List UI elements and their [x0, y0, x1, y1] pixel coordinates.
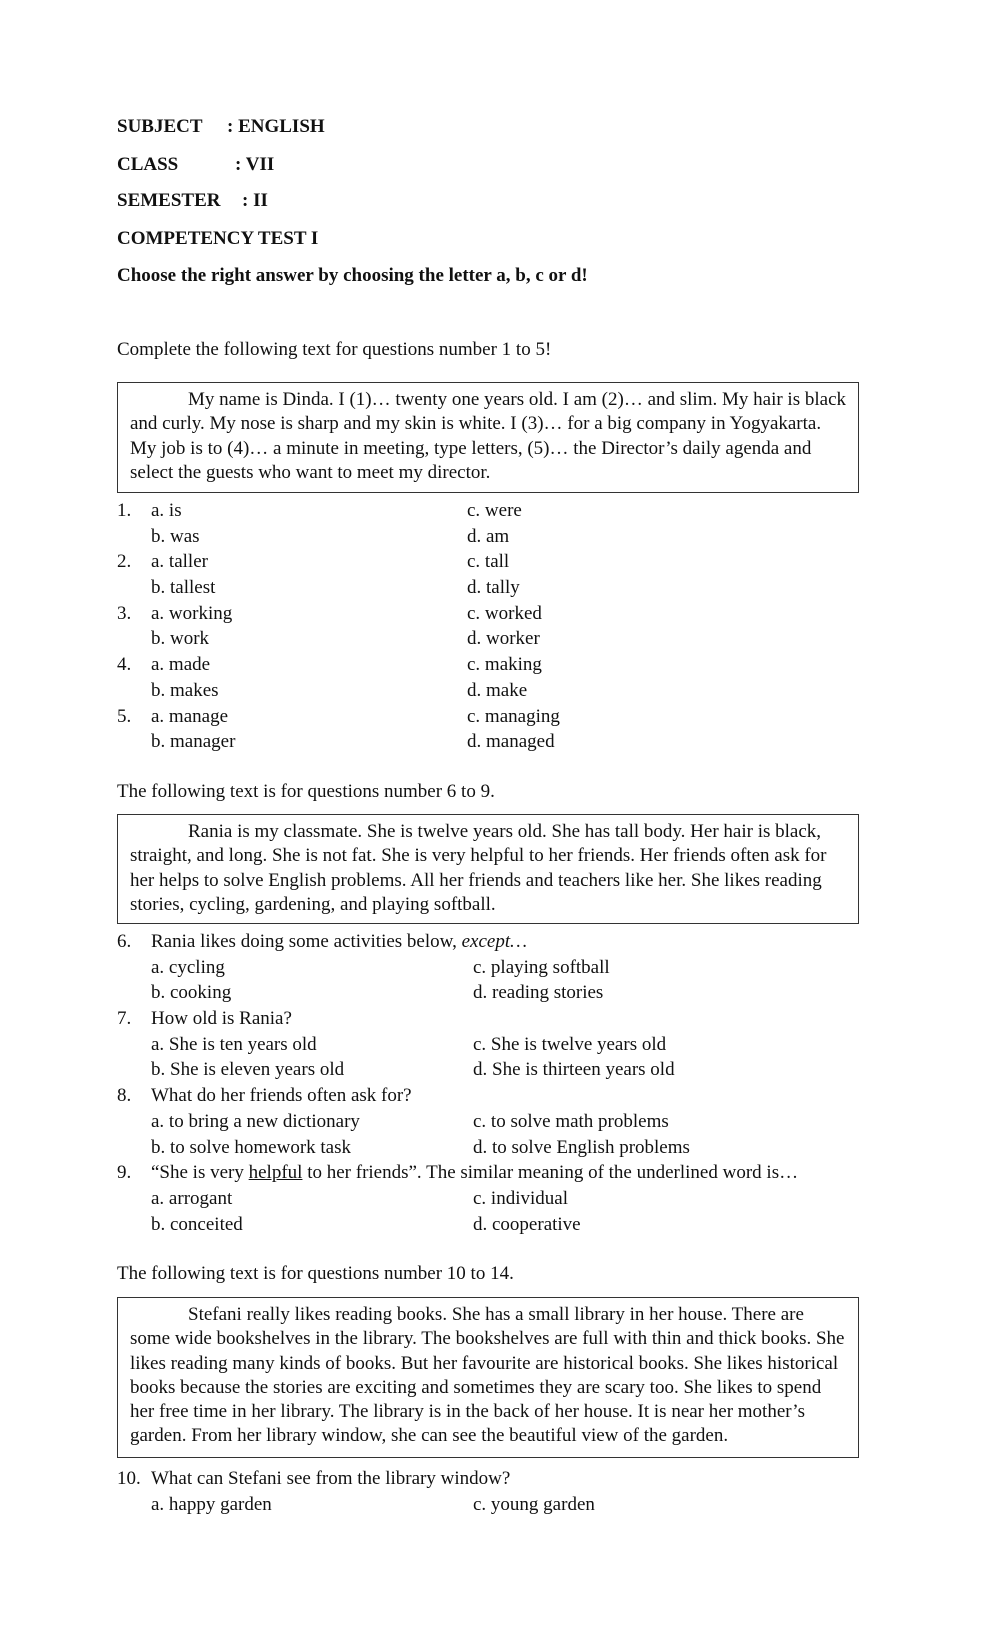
question-stem-row: [117, 1006, 877, 1032]
option-d: d. tally: [467, 577, 520, 599]
option-c: c. worked: [467, 602, 542, 624]
question-stem-row: [117, 1083, 877, 1109]
reading-passage: [117, 1297, 859, 1458]
option-c: c. to solve math problems: [473, 1110, 669, 1132]
question-item: [117, 929, 877, 1006]
question-item: [117, 1466, 877, 1517]
underlined-word: helpful: [248, 1162, 303, 1184]
question-number: 10.: [117, 1468, 141, 1489]
stem-text: What can Stefani see from the library window?: [151, 1468, 511, 1489]
option-row: [117, 1109, 877, 1135]
class-label: CLASS: [117, 154, 179, 175]
option-a: a. She is ten years old: [151, 1033, 317, 1055]
section-intro: The following text is for questions number 10 to 14.: [117, 1263, 514, 1284]
question-stem: [151, 929, 527, 955]
question-number: 4.: [117, 654, 132, 676]
option-b: b. conceited: [151, 1213, 243, 1235]
option-row: [117, 678, 877, 704]
subject-label: SUBJECT: [117, 116, 203, 137]
stem-text: “She is very: [151, 1162, 249, 1184]
option-c: c. making: [467, 654, 542, 676]
option-a: a. to bring a new dictionary: [151, 1110, 360, 1132]
question-stem: [151, 1466, 510, 1492]
option-a: a. made: [151, 654, 211, 676]
question-number: 2.: [117, 551, 132, 573]
section-intro: The following text is for questions number 6 to 9.: [117, 781, 495, 802]
option-d: d. reading stories: [473, 982, 604, 1004]
option-row: [117, 729, 877, 755]
instruction: Choose the right answer by choosing the letter a, b, c or d!: [117, 265, 588, 286]
question-item: [117, 549, 877, 600]
question-stem: [151, 1006, 292, 1032]
question-list: [117, 498, 877, 755]
option-row: [117, 498, 877, 524]
option-row: [117, 1186, 877, 1212]
option-row: [117, 652, 877, 678]
option-b: b. manager: [151, 731, 236, 753]
question-stem-row: [117, 929, 877, 955]
option-c: c. young garden: [473, 1493, 595, 1515]
option-row: [117, 601, 877, 627]
option-row: [117, 549, 877, 575]
question-stem-row: [117, 1466, 877, 1492]
question-item: [117, 498, 877, 549]
option-b: b. work: [151, 628, 210, 650]
option-c: c. were: [467, 500, 522, 521]
option-a: a. arrogant: [151, 1187, 233, 1209]
option-row: [117, 575, 877, 601]
question-stem: [151, 1083, 412, 1109]
question-number: 9.: [117, 1162, 132, 1184]
stem-text: except…: [461, 931, 528, 952]
option-c: c. managing: [467, 705, 560, 727]
class-value: : VII: [235, 154, 275, 175]
question-number: 8.: [117, 1085, 132, 1107]
option-row: [117, 955, 877, 981]
stem-text: to her friends”. The similar meaning of the underlined word is…: [302, 1162, 799, 1184]
option-b: b. to solve homework task: [151, 1136, 352, 1158]
option-row: [117, 626, 877, 652]
test-title: COMPETENCY TEST I: [117, 228, 319, 249]
subject-value: : ENGLISH: [227, 116, 325, 137]
option-c: c. tall: [467, 551, 510, 573]
question-item: [117, 1160, 877, 1237]
passage-text: My name is Dinda. I (1)… twenty one years old. I am (2)… and slim. My hair is black and curly. My nose is sharp and my skin is white. I (3)… for a big company in Yogyakarta. My job is to (4)… a minute in meeting, type letters, (5)… the Director’s daily agenda and select the guests who want to meet my director.: [130, 389, 846, 483]
question-stem-row: [117, 1160, 877, 1186]
option-d: d. worker: [467, 628, 540, 650]
option-row: [117, 1057, 877, 1083]
option-row: [117, 704, 877, 730]
subject-line: [117, 116, 325, 138]
option-row: [117, 1212, 877, 1238]
option-d: d. cooperative: [473, 1213, 581, 1235]
option-d: d. to solve English problems: [473, 1136, 690, 1158]
option-c: c. She is twelve years old: [473, 1033, 667, 1055]
passage-text: Rania is my classmate. She is twelve years old. She has tall body. Her hair is black, straight, and long. She is not fat. She is very helpful to her friends. Her friends often ask for her helps to solve English problems. All her friends and teachers like her. She likes reading stories, cycling, gardening, and playing softball.: [130, 821, 827, 915]
reading-passage: [117, 814, 859, 924]
option-d: d. She is thirteen years old: [473, 1059, 675, 1081]
option-a: a. cycling: [151, 956, 225, 978]
question-number: 1.: [117, 500, 132, 521]
question-item: [117, 601, 877, 652]
question-list: [117, 929, 877, 1237]
option-c: c. individual: [473, 1187, 568, 1209]
question-number: 3.: [117, 602, 132, 624]
question-item: [117, 652, 877, 703]
question-list: [117, 1466, 877, 1517]
option-d: d. make: [467, 679, 528, 701]
option-a: a. working: [151, 602, 233, 624]
semester-label: SEMESTER: [117, 190, 221, 211]
stem-text: Rania likes doing some activities below,: [151, 931, 462, 952]
stem-text: What do her friends often ask for?: [151, 1085, 412, 1107]
section-intro: Complete the following text for questions number 1 to 5!: [117, 339, 552, 360]
option-b: b. She is eleven years old: [151, 1059, 345, 1081]
option-d: d. am: [467, 525, 510, 547]
option-b: b. tallest: [151, 577, 216, 599]
option-a: a. manage: [151, 705, 229, 727]
option-b: b. makes: [151, 679, 219, 701]
question-stem: [151, 1160, 798, 1186]
question-number: 7.: [117, 1008, 132, 1030]
question-item: [117, 1083, 877, 1160]
question-number: 6.: [117, 931, 132, 952]
question-number: 5.: [117, 705, 132, 727]
class-line: [117, 154, 274, 176]
question-item: [117, 704, 877, 755]
question-item: [117, 1006, 877, 1083]
option-row: [117, 524, 877, 550]
semester-value: : II: [242, 190, 268, 211]
option-c: c. playing softball: [473, 956, 610, 978]
option-b: b. was: [151, 525, 200, 547]
option-row: [117, 1492, 877, 1518]
semester-line: [117, 190, 268, 212]
option-d: d. managed: [467, 731, 555, 753]
option-row: [117, 980, 877, 1006]
option-row: [117, 1135, 877, 1161]
option-a: a. happy garden: [151, 1493, 272, 1515]
passage-text: Stefani really likes reading books. She has a small library in her house. There are some wide bookshelves in the library. The bookshelves are full with thin and thick books. She likes reading many kinds of books. But her favourite are historical books. She likes historical books because the stories are exciting and sometimes they are scary too. She likes to spend her free time in her library. The library is in the back of her house. It is near her mother’s garden. From her library window, she can see the beautiful view of the garden.: [130, 1304, 845, 1447]
option-a: a. taller: [151, 551, 208, 573]
option-b: b. cooking: [151, 982, 232, 1004]
reading-passage: [117, 382, 859, 493]
stem-text: How old is Rania?: [151, 1008, 292, 1030]
option-row: [117, 1032, 877, 1058]
option-a: a. is: [151, 500, 182, 521]
